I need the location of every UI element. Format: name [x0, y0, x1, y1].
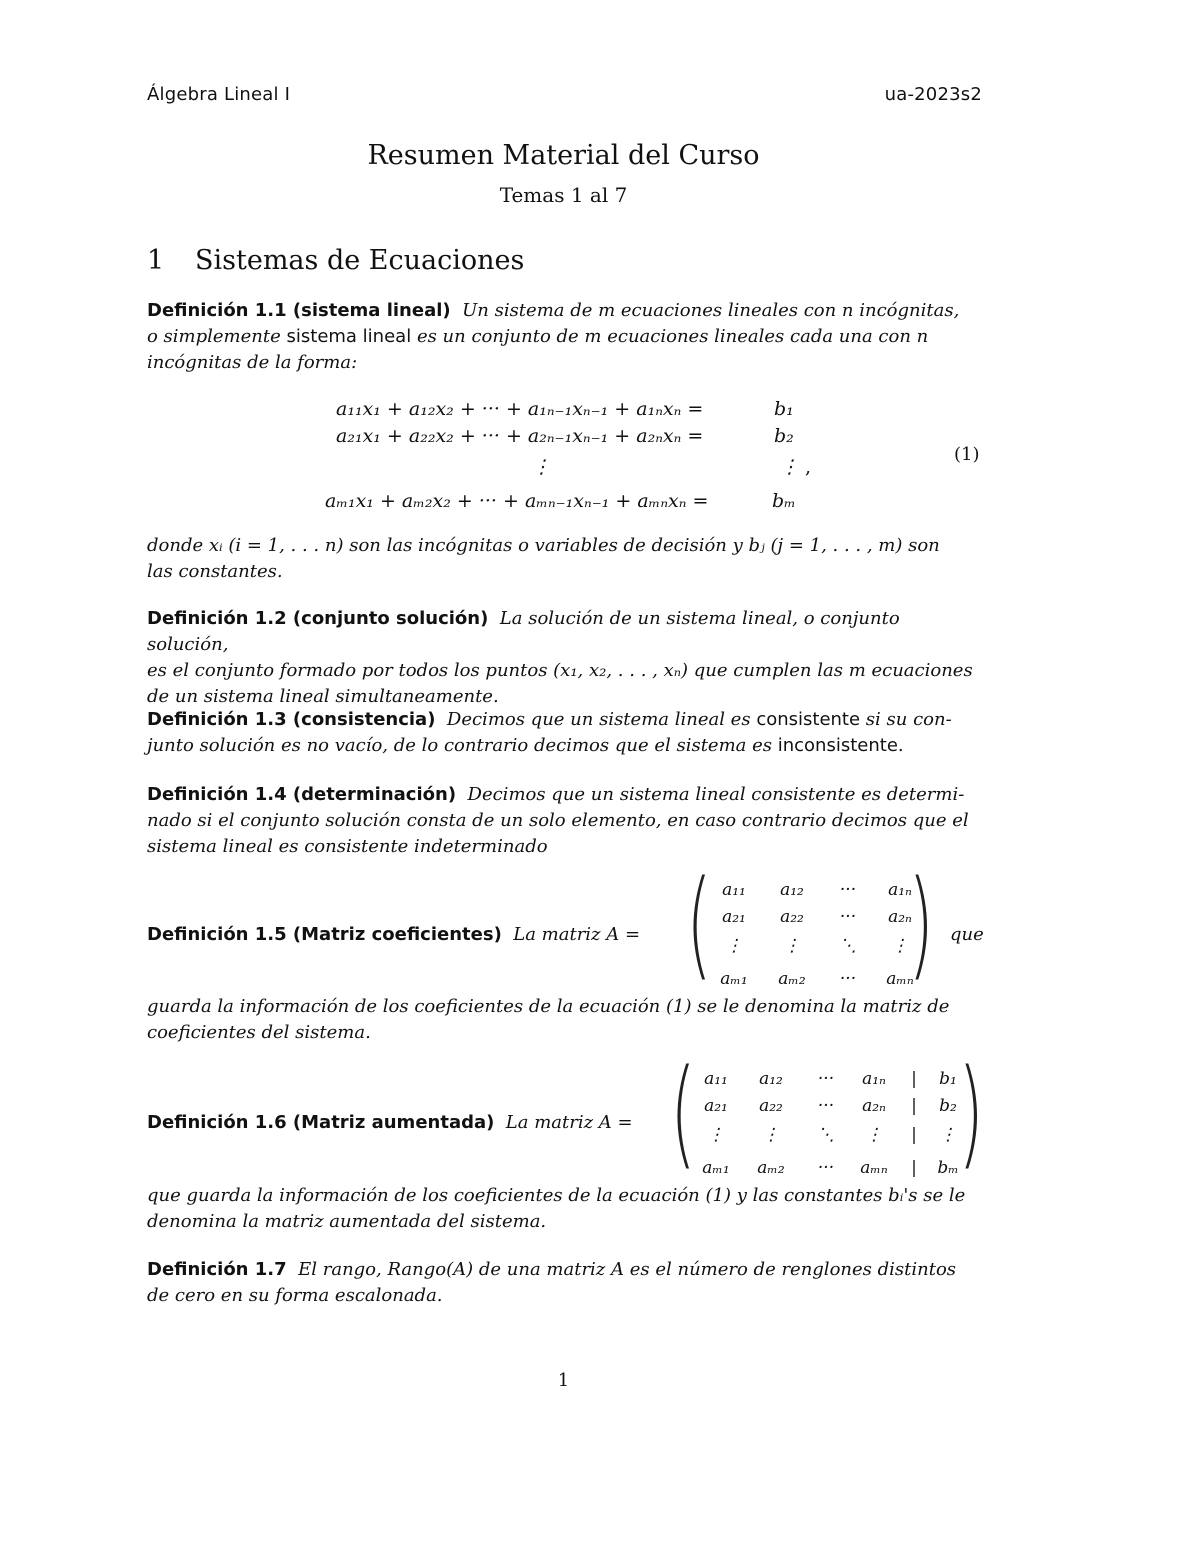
- document-subtitle: Temas 1 al 7: [499, 183, 628, 207]
- section-heading: [147, 245, 524, 276]
- matrix-cell: ⋮: [762, 1125, 780, 1145]
- equation-number: (1): [954, 444, 980, 465]
- matrix-cell: a₂₁: [722, 907, 746, 927]
- matrix-cell: ···: [839, 907, 857, 927]
- equation-vdots: ⋮: [532, 456, 551, 478]
- definition-text: El rango, Rango(A) de una matriz A es el número de renglones distintos: [298, 1259, 957, 1280]
- equation-lhs: a₁₁x₁ + a₁₂x₂ + ··· + a₁ₙ₋₁xₙ₋₁ + a₁ₙxₙ =: [336, 398, 704, 420]
- left-paren: (: [670, 1043, 696, 1181]
- matrix-cell: a₁ₙ: [862, 1069, 886, 1089]
- definition-label: Definición 1.7: [147, 1259, 287, 1280]
- matrix-cell: ⋮: [891, 936, 909, 956]
- definition-text: es el conjunto formado por todos los puntos (x₁, x₂, . . . , xₙ) que cumplen las m ecuaciones: [147, 660, 973, 681]
- matrix-cell: ⋱: [839, 936, 857, 956]
- definition-1-7: [147, 1257, 983, 1309]
- matrix-cell: aₘₙ: [860, 1158, 888, 1178]
- matrix-cell: aₘ₁: [702, 1158, 730, 1178]
- definition-text: las constantes.: [147, 561, 283, 582]
- definition-text: junto solución es no vacío, de lo contrario decimos que el sistema es: [147, 735, 772, 756]
- matrix-separator: |: [911, 1125, 917, 1145]
- header-term: ua-2023s2: [884, 84, 982, 105]
- page-number: 1: [557, 1370, 570, 1391]
- matrix-separator: |: [911, 1158, 917, 1178]
- definition-text: sistema lineal es consistente indeterminado: [147, 836, 548, 857]
- definition-label: Definición 1.6 (Matriz aumentada): [147, 1112, 495, 1133]
- definition-term: inconsistente: [777, 735, 898, 756]
- definition-label: Definición 1.1 (sistema lineal): [147, 300, 451, 321]
- definition-text: que guarda la información de los coeficientes de la ecuación (1) y las constantes bᵢ's se le: [147, 1185, 966, 1206]
- equation-lhs: aₘ₁x₁ + aₘ₂x₂ + ··· + aₘₙ₋₁xₙ₋₁ + aₘₙxₙ =: [325, 490, 709, 512]
- matrix-cell: ⋮: [865, 1125, 883, 1145]
- matrix-cell: a₁₂: [759, 1069, 783, 1089]
- equation-rhs: b₂: [774, 425, 794, 447]
- matrix-cell: ···: [839, 880, 857, 900]
- definition-text: de un sistema lineal simultaneamente.: [147, 686, 499, 707]
- definition-label: Definición 1.5 (Matriz coeficientes): [147, 924, 502, 945]
- matrix-cell: ⋮: [725, 936, 743, 956]
- definition-text: es un conjunto de m ecuaciones lineales cada una con n: [416, 326, 929, 347]
- matrix-separator: |: [911, 1069, 917, 1089]
- equation-lhs: a₂₁x₁ + a₂₂x₂ + ··· + a₂ₙ₋₁xₙ₋₁ + a₂ₙxₙ =: [336, 425, 704, 447]
- section-number: 1: [147, 245, 165, 276]
- definition-text: Decimos que un sistema lineal consistente es determi-: [467, 784, 965, 805]
- matrix-cell: aₘ₁: [720, 969, 748, 989]
- matrix-cell: ⋱: [817, 1125, 835, 1145]
- definition-1-2: [147, 606, 983, 710]
- matrix-cell: ⋮: [783, 936, 801, 956]
- definition-label: Definición 1.4 (determinación): [147, 784, 457, 805]
- matrix-separator: |: [911, 1096, 917, 1116]
- matrix-cell: b₁: [939, 1069, 957, 1089]
- definition-text: de cero en su forma escalonada.: [147, 1285, 443, 1306]
- definition-1-5: [147, 922, 640, 948]
- definition-text: denomina la matriz aumentada del sistema.: [147, 1211, 547, 1232]
- matrix-cell: ···: [817, 1096, 835, 1116]
- definition-text: La matriz A =: [505, 1112, 633, 1133]
- definition-text: guarda la información de los coeficientes de la ecuación (1) se le denomina la matriz de: [147, 996, 950, 1017]
- document-page: Álgebra Lineal I ua-2023s2 Resumen Material del Curso Temas 1 al 7 1 Sistemas de Ecuaciones Definición 1.1 (sistema lineal) Un sistema de m ecuaciones lineales con n incógnitas, o simplemente sistema lineal es un conjunto de m ecuaciones lineales cada una con n incógnitas de la forma: a₁₁x₁ + a₁₂x₂ + ··· + a₁ₙ₋₁xₙ₋₁ + a₁ₙxₙ = b₁ a₂₁x₁ + a₂₂x₂ + ··· + a₂ₙ₋₁xₙ₋₁ + a₂ₙxₙ = b₂ ⋮ ⋮ , aₘ₁x₁ + aₘ₂x₂ + ··· + aₘₙ₋₁xₙ₋₁ + aₘₙxₙ = bₘ (1) donde xᵢ (i = 1, . . . n) son las incógnitas o variables de decisión y bⱼ (j = 1, . . . , m) son las constantes. Definición 1.2 (conjunto solución) La solución de un sistema lineal, o conjunto solución, es el conjunto formado por todos los puntos (x₁, x₂, . . . , xₙ) que cumplen las m ecuaciones de un sistema lineal simultaneamente. Definición 1.3 (consistencia) Decimos que un sistema lineal es consistente si su con- junto solución es no vacío, de lo contrario decimos que el sistema es inconsistente. Definición 1.4 (determinación) Decimos que un sistema lineal consistente es determi- nado si el conjunto solución consta de un solo elemento, en caso contrario decimos que el sistema lineal es consistente indeterminado Definición 1.5 (Matriz coeficientes) La matriz A = ( ) a₁₁ a₁₂ ··· a₁ₙ a₂₁ a₂₂ ··· a₂ₙ ⋮ ⋮ ⋱ ⋮ aₘ₁ aₘ₂ ··· aₘₙ que guarda la información de los coeficientes de la ecuación (1) se le denomina la matriz de coeficientes del sistema. Definición 1.6 (Matriz aumentada) La matriz A = ( ) a₁₁ a₁₂ ··· a₁ₙ | b₁ a₂₁ a₂₂ ··· a₂ₙ | b₂ ⋮ ⋮ ⋱ ⋮ | ⋮ aₘ₁ aₘ₂ ··· aₘₙ | bₘ que guarda la información de los coeficientes de la ecuación (1) y las constantes bᵢ's se le denomina la matriz aumentada del sistema. Definición 1.7 El rango, Rango(A) de una matriz A es el número de renglones distintos de cero en su forma escalonada. 1: [0, 0, 1200, 1553]
- right-paren: ): [908, 854, 934, 992]
- matrix-cell: ···: [817, 1069, 835, 1089]
- equation-rhs: bₘ: [772, 490, 796, 512]
- matrix-cell: aₘ₂: [778, 969, 806, 989]
- matrix-cell: ⋮: [707, 1125, 725, 1145]
- definition-1-5-continuation: [147, 994, 983, 1046]
- header-course: Álgebra Lineal I: [147, 84, 291, 105]
- matrix-cell: a₂₂: [780, 907, 804, 927]
- matrix-cell: b₂: [939, 1096, 957, 1116]
- definition-text: Un sistema de m ecuaciones lineales con n incógnitas,: [462, 300, 960, 321]
- document-title: Resumen Material del Curso: [367, 140, 760, 171]
- matrix-cell: a₁₂: [780, 880, 804, 900]
- coefficient-matrix: [686, 854, 943, 995]
- definition-label: Definición 1.2 (conjunto solución): [147, 608, 489, 629]
- matrix-cell: ···: [839, 969, 857, 989]
- section-title: Sistemas de Ecuaciones: [195, 245, 525, 276]
- definition-term: sistema lineal: [286, 326, 412, 347]
- matrix-cell: a₂₁: [704, 1096, 728, 1116]
- definition-1-1-continuation: [147, 533, 983, 585]
- matrix-cell: aₘ₂: [757, 1158, 785, 1178]
- definition-text: incógnitas de la forma:: [147, 352, 358, 373]
- equation-rhs: b₁: [774, 398, 794, 420]
- definition-text: La solución de un sistema lineal, o conjunto solución,: [147, 608, 900, 655]
- matrix-cell: ⋮: [939, 1125, 957, 1145]
- definition-text: La matriz A =: [513, 924, 641, 945]
- definition-text: que: [950, 924, 984, 945]
- equation-vdots: ⋮: [780, 456, 799, 478]
- matrix-cell: a₂ₙ: [862, 1096, 886, 1116]
- definition-text: si su con-: [865, 709, 952, 730]
- matrix-cell: a₁₁: [722, 880, 746, 900]
- definition-1-1: [147, 298, 983, 376]
- matrix-cell: a₁ₙ: [888, 880, 912, 900]
- definition-1-3: [147, 707, 983, 759]
- definition-1-4: [147, 782, 983, 860]
- definition-text: nado si el conjunto solución consta de un solo elemento, en caso contrario decimos que el: [147, 810, 969, 831]
- matrix-cell: bₘ: [937, 1158, 959, 1178]
- definition-text: Decimos que un sistema lineal es: [446, 709, 751, 730]
- definition-1-6: [147, 1110, 633, 1136]
- definition-punct: .: [897, 735, 904, 756]
- left-paren: (: [686, 854, 712, 992]
- matrix-cell: ···: [817, 1158, 835, 1178]
- definition-text: donde xᵢ (i = 1, . . . n) son las incógnitas o variables de decisión y bⱼ (j = 1, . . . , m) son: [147, 535, 940, 556]
- definition-text: coeficientes del sistema.: [147, 1022, 371, 1043]
- augmented-matrix: [670, 1043, 992, 1184]
- definition-term: consistente: [756, 709, 861, 730]
- matrix-cell: a₂ₙ: [888, 907, 912, 927]
- matrix-cell: a₂₂: [759, 1096, 783, 1116]
- definition-1-6-continuation: [147, 1183, 983, 1235]
- matrix-cell: aₘₙ: [886, 969, 914, 989]
- definition-text: o simplemente: [147, 326, 281, 347]
- matrix-cell: a₁₁: [704, 1069, 728, 1089]
- right-paren: ): [958, 1043, 984, 1181]
- definition-label: Definición 1.3 (consistencia): [147, 709, 436, 730]
